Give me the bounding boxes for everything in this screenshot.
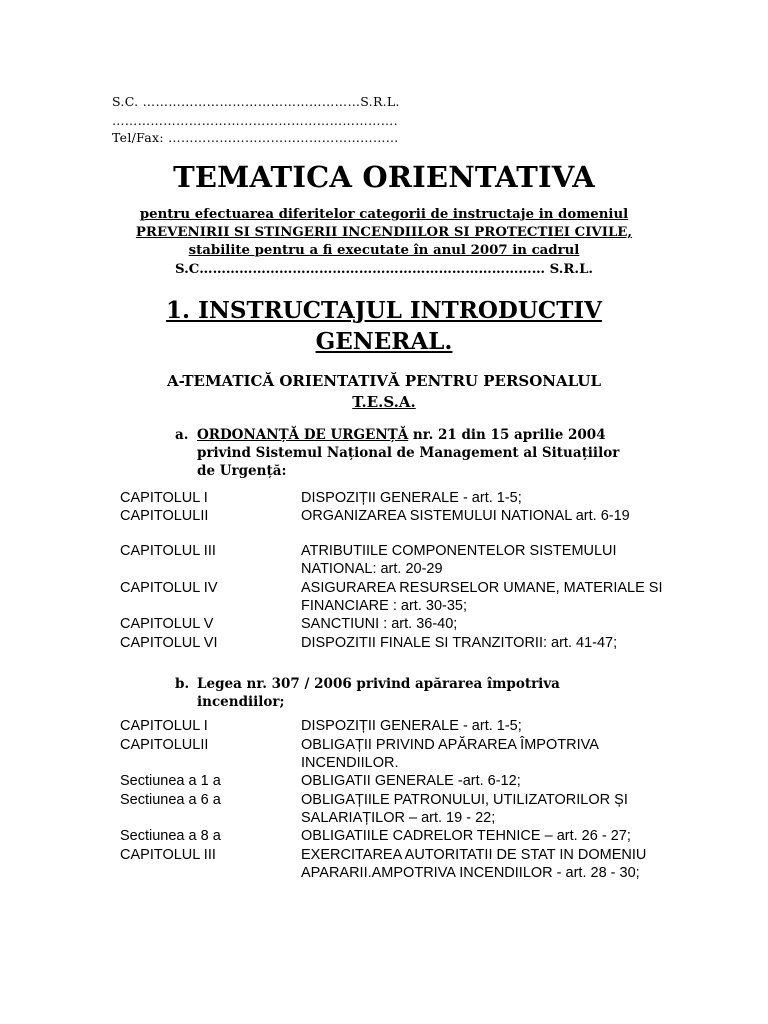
section-title: OBLIGATIILE CADRELOR TEHNICE – art. 26 - 27; (301, 828, 631, 844)
section-label: Sectiunea a 6 a (120, 792, 221, 808)
chapter-label: CAPITOLULII (120, 737, 209, 753)
chapter-title: ASIGURAREA RESURSELOR UMANE, MATERIALE SI (301, 580, 663, 596)
chapter-title: OBLIGAȚII PRIVIND APĂRAREA ÎMPOTRIVA (301, 737, 599, 753)
chapter-title-cont: FINANCIARE : art. 30-35; (301, 598, 467, 614)
chapter-title-cont: NATIONAL: art. 20-29 (301, 561, 443, 577)
section-a-heading-line-2: T.E.S.A. (352, 393, 416, 411)
chapter-title: ORGANIZAREA SISTEMULUI NATIONAL art. 6-19 (301, 508, 630, 524)
law-b-line-1: Legea nr. 307 / 2006 privind apărarea împotriva (197, 676, 560, 692)
subtitle-line-1: pentru efectuarea diferitelor categorii de instructaje in domeniul (139, 207, 629, 222)
law-b-line-2: incendiilor; (197, 694, 285, 710)
chapter-label: CAPITOLUL V (120, 616, 214, 632)
law-b-marker: b. (175, 676, 190, 692)
law-a-line-3: de Urgență: (197, 463, 287, 479)
chapter-label: CAPITOLUL VI (120, 635, 218, 651)
tel-fax-line: Tel/Fax: ……………………………………………… (112, 130, 399, 145)
section-title-cont: SALARIAȚILOR – art. 19 - 22; (301, 810, 496, 826)
chapter-title: SANCTIUNI : art. 36-40; (301, 616, 458, 632)
company-name-line: S.C. ……………………………………………S.R.L. (112, 94, 400, 109)
chapter-title-cont: APARARII.AMPOTRIVA INCENDIILOR - art. 28 - 30; (301, 865, 640, 881)
section-1-heading-line-1: 1. INSTRUCTAJUL INTRODUCTIV (166, 297, 602, 324)
subtitle-line-3: stabilite pentru a fi executate în anul 2007 in cadrul (188, 243, 580, 258)
document-title: TEMATICA ORIENTATIVA (173, 160, 595, 194)
law-a-line-1: ORDONANȚĂ DE URGENȚĂ nr. 21 din 15 aprilie 2004 (197, 427, 606, 443)
chapter-label: CAPITOLUL III (120, 543, 216, 559)
section-label: Sectiunea a 1 a (120, 773, 221, 789)
chapter-title: DISPOZIȚII GENERALE - art. 1-5; (301, 490, 522, 506)
law-a-line-2: privind Sistemul Național de Management al Situațiilor (197, 445, 620, 461)
chapter-title: DISPOZITII FINALE SI TRANZITORII: art. 41-47; (301, 635, 618, 651)
chapter-label: CAPITOLUL I (120, 490, 208, 506)
section-label: Sectiunea a 8 a (120, 828, 221, 844)
chapter-label: CAPITOLULII (120, 508, 209, 524)
chapter-label: CAPITOLUL I (120, 718, 208, 734)
chapter-label: CAPITOLUL III (120, 847, 216, 863)
chapter-title: ATRIBUTIILE COMPONENTELOR SISTEMULUI (301, 543, 617, 559)
chapter-title: EXERCITAREA AUTORITATII DE STAT IN DOMENIU (301, 847, 647, 863)
law-a-marker: a. (175, 427, 189, 443)
company-address-line: …………………………………………………………. (112, 113, 398, 128)
chapter-title-cont: INCENDIILOR. (301, 755, 399, 771)
section-title: OBLIGAȚIILE PATRONULUI, UTILIZATORILOR ȘI (301, 792, 628, 808)
section-title: OBLIGATII GENERALE -art. 6-12; (301, 773, 521, 789)
section-1-heading-line-2: GENERAL. (315, 328, 453, 355)
chapter-label: CAPITOLUL IV (120, 580, 218, 596)
chapter-title: DISPOZIȚII GENERALE - art. 1-5; (301, 718, 522, 734)
subtitle-line-2: PREVENIRII SI STINGERII INCENDIILOR SI PROTECTIEI CIVILE, (135, 225, 633, 240)
section-a-heading-line-1: A-TEMATICĂ ORIENTATIVĂ PENTRU PERSONALUL (166, 372, 602, 390)
subtitle-line-4: S.C…………………………………………………………………… S.R.L. (174, 262, 594, 277)
